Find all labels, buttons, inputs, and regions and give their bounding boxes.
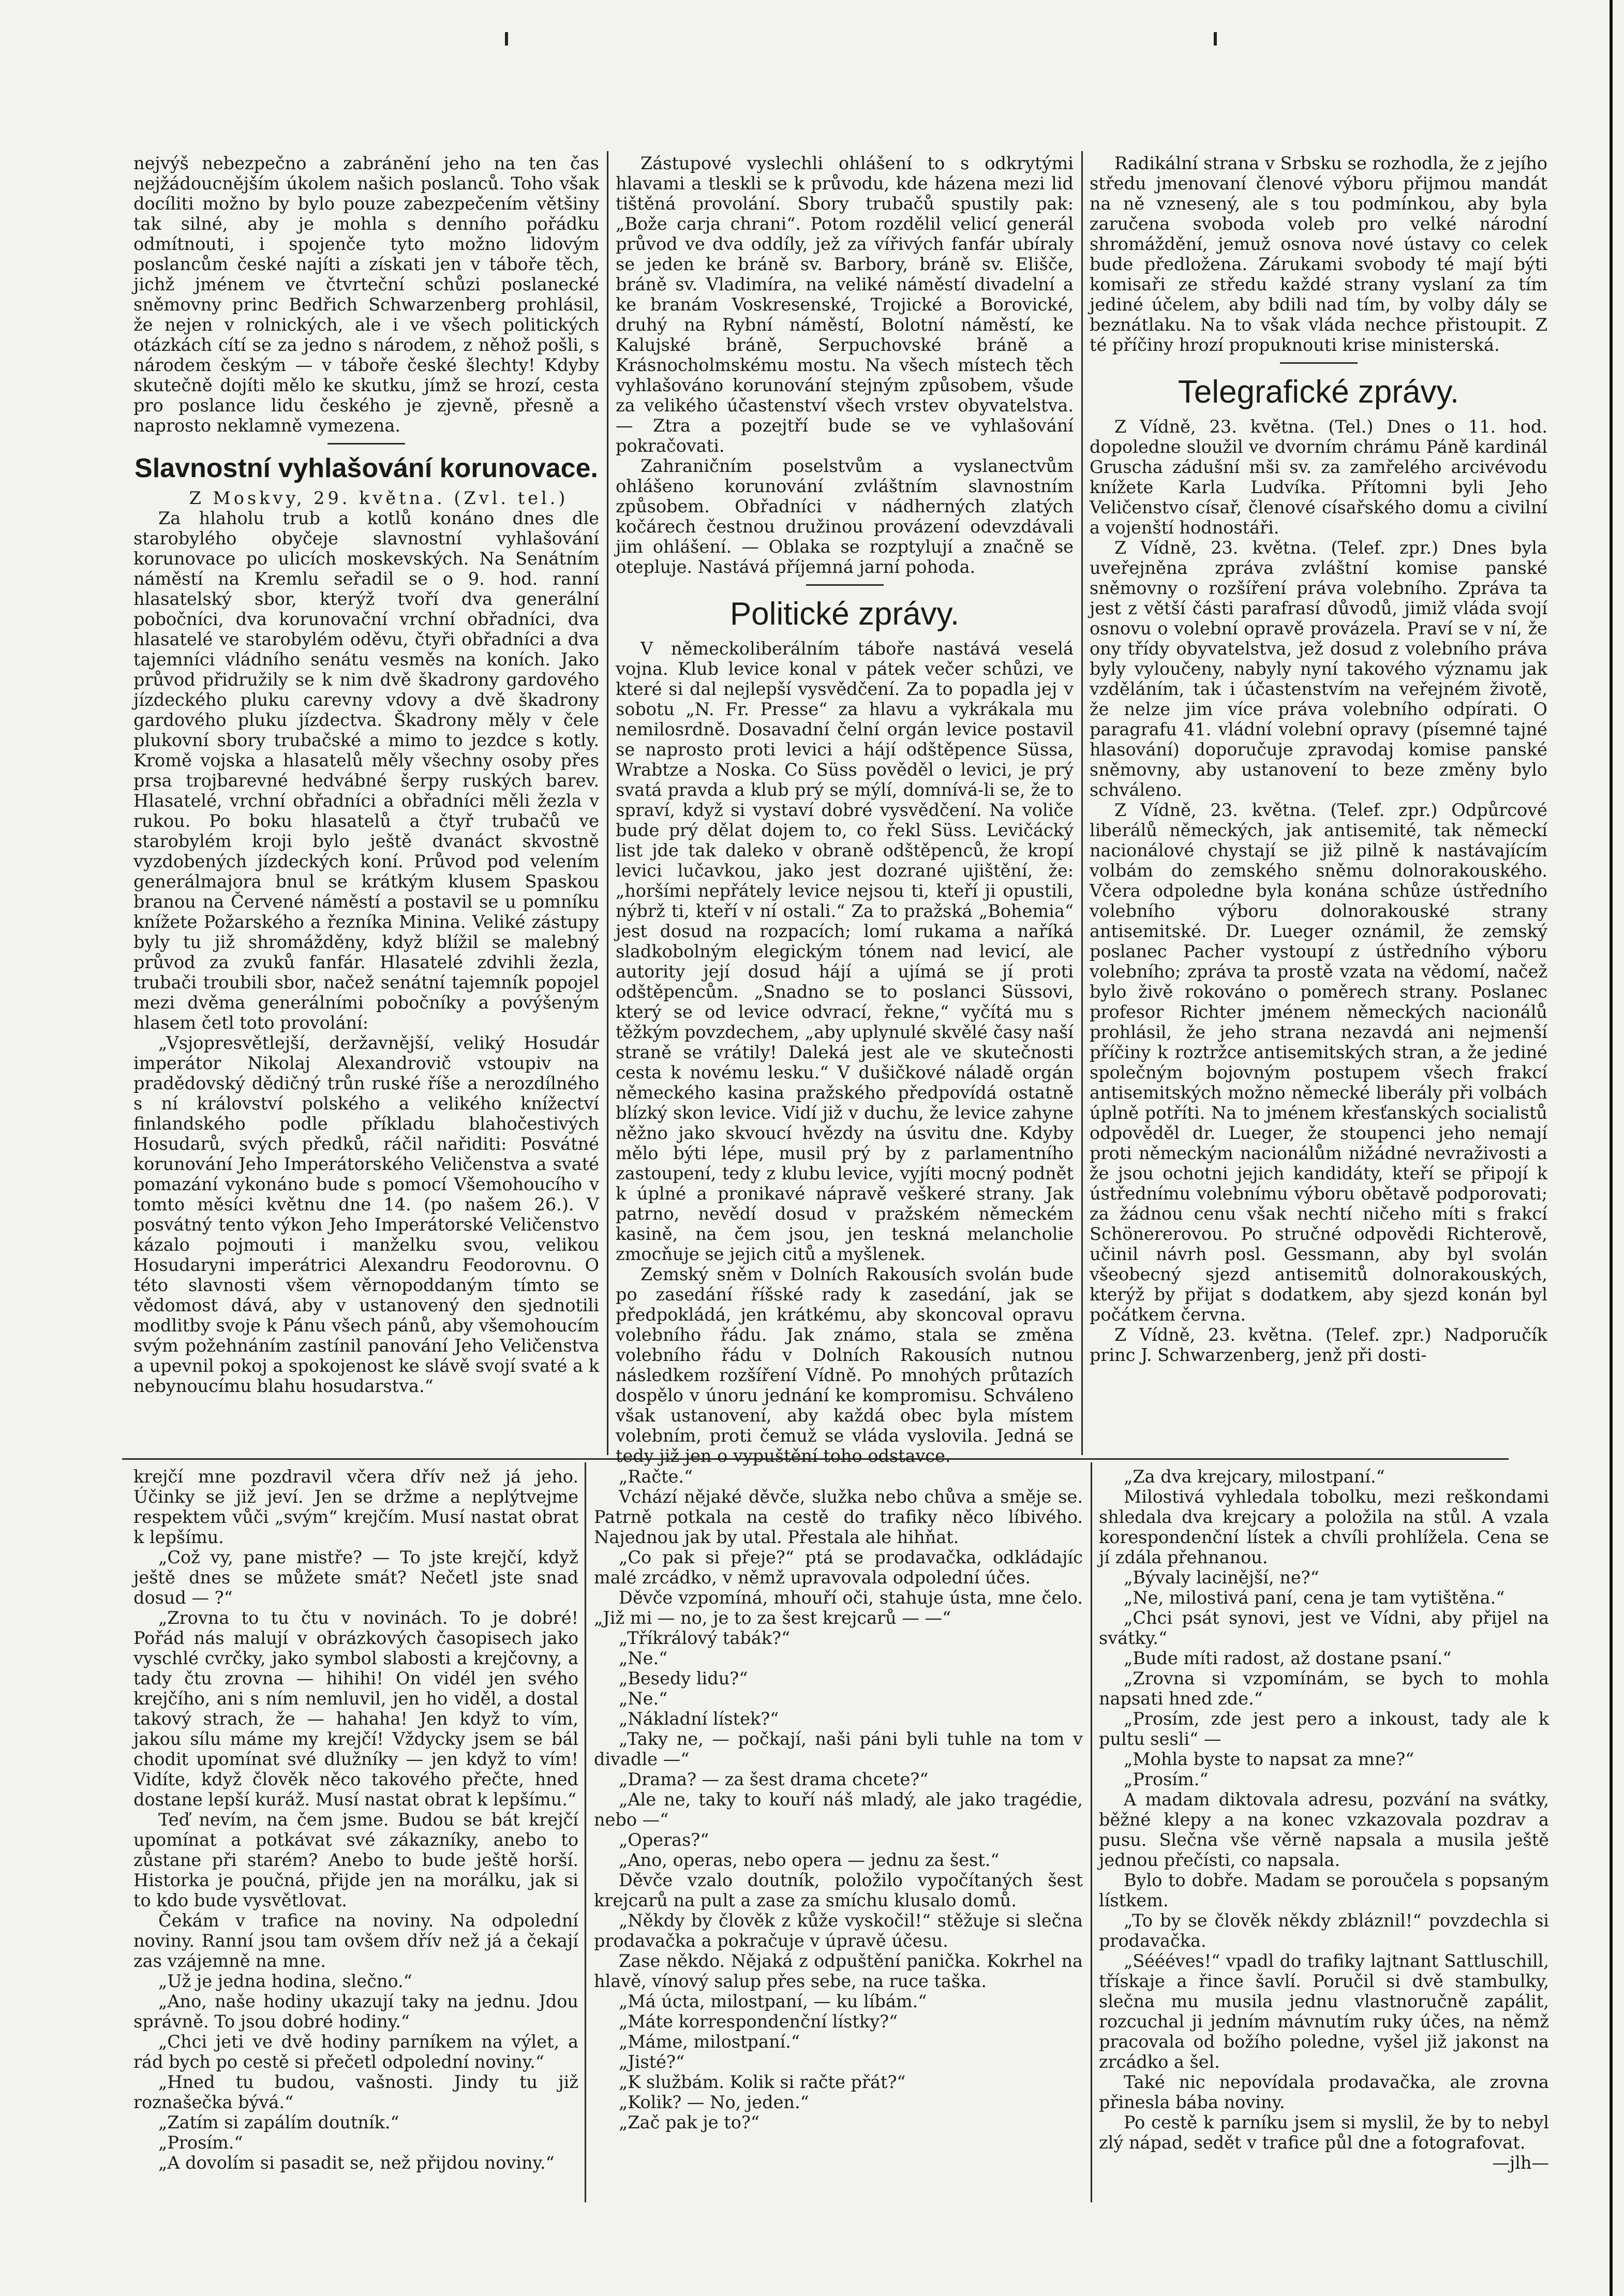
article-headline: Slavnostní vyhlašování korunovace. <box>135 453 598 483</box>
feuilleton-text: krejčí mne pozdravil včera dřív než já jeho. Účinky se již jeví. Jen se držme a neplýtvejme respektem vůči „svým“ krejčím. Musí nastat obrat k lepšímu. <box>133 1467 578 1547</box>
feuilleton-text: Zase někdo. Nějaká z odpuštění panička. Kokrhel na hlavě, vínový salup přes sebe, na ruce taška. <box>594 1951 1083 1991</box>
article-text: Zahraničním poselstvům a vyslanectvům ohlášeno korunování zvláštním slavnostním způsobem. Obřadníci v nádherných zlatých kočárech čestnou družinou provázení odevzdávali jim ohlášení. — Oblaka se rozptylují a značně se otepluje. Nastává příjemná jarní pohoda. <box>616 456 1074 577</box>
telegraph-item: Z Vídně, 23. května. (Telef. zpr.) Nadporučík princ J. Schwarzenberg, jenž při dosti- <box>1090 1325 1547 1365</box>
article-text: Radikální strana v Srbsku se rozhodla, že z jejího středu jmenovaní členové výboru přijmou mandát na ně vznesený, ale s tou podmínkou, aby byla zaručena svoboda voleb pro velké národní shromáždění, jemuž osnova nové ústavy co celek bude předložena. Zárukami svobody té mají býti komisaři ze středu každé strany vyslaní za tím jediné účelem, aby bdili nad tím, by volby dály se beznátlaku. Na to však vláda nechce přistoupit. Z té příčiny hrozí propuknouti krise ministerská. <box>1090 153 1547 355</box>
feuilleton-text: Vchází nějaké děvče, služka nebo chůva a směje se. Patrně potkala na cestě do trafiky něco líbivého. Najednou jak by utal. Přestala ale hihňat. <box>594 1487 1083 1547</box>
feuilleton-text: „Prosím.“ <box>1124 1769 1209 1789</box>
feuilleton-text: Čekám v trafice na noviny. Na odpolední noviny. Ranní jsou tam ovšem dřív než já a čekají zas vzájemně na mne. <box>133 1910 578 1971</box>
page-edge <box>1610 0 1613 2296</box>
telegraph-item: Z Vídně, 23. května. (Tel.) Dnes o 11. hod. dopoledne sloužil ve dvorním chrámu Páně kardinál Gruscha zádušní mši sv. za zamřelého arcivévodu knížete Karla Ludvíka. Přítomni byli Jeho Veličenstvo císař, členové císařského domu a civilní a vojenští hodnostáři. <box>1090 417 1547 538</box>
feuilleton-text: „Mohla byste to napsat za mne?“ <box>1124 1749 1414 1769</box>
registration-mark <box>505 32 508 46</box>
feuilleton-text: „Prosím.“ <box>158 2132 243 2153</box>
article-text: Zemský sněm v Dolních Rakousích svolán bude po zasedání říšské rady k zasedání, jak se předpokládá, jen krátkému, aby skoncoval opravu volebního řádu. Jak známo, stala se změna volebního řádu v Dolních Rakousích nutnou následkem rozšíření Vídně. Po mnohých průtazích dospělo v únoru jednání ke kompromisu. Schváleno však ustanovení, aby každá obec byla místem volebním, proti čemuž se vláda vyslovila. Jedná se tedy již jen o vypuštění toho odstavce. <box>616 1264 1074 1466</box>
proclamation-text: „Vsjopresvětlejší, deržavnější, veliký Hosudár imperátor Nikolaj Alexandrovič vstoupiv na pradědovský dědičný trůn ruské říše a nerozdílného s ní království polského a velikého knížectví finlandského podle příkladu blahočestivých Hosudarů, svých předků, ráčil nařiditi: Posvátné korunování Jeho Imperátorského Veličenstva a svaté pomazání vykonáno bude s pomocí Všemohoucího v tomto měsíci květnu dne 14. (po našem 26.). V posvátný tento výkon Jeho Imperátorské Veličenstvo kázalo pojmouti i manželku svou, velikou Hosudaryni imperátrici Alexandru Feodorovnu. O této slavnosti všem věrnopoddaným tímto se vědomost dává, aby v ustanovený den sjednotili modlitby svoje k Pánu všech pánů, aby všemohoucím svým požehnáním zastínil panování Jeho Veličenstva a upevnil pokoj a spokojenost ke slávě svojí svaté a k nebynoucímu blahu hosudarstva.“ <box>133 1033 599 1396</box>
feuilleton-text: „Operas?“ <box>619 1830 709 1850</box>
column-rule <box>1091 1462 1092 2202</box>
top-column-2 <box>616 153 1074 1466</box>
column-rule <box>607 151 608 1455</box>
top-column-3 <box>1090 153 1547 1365</box>
feuilleton-text: Bylo to dobře. Madam se poroučela s popsaným lístkem. <box>1099 1870 1549 1910</box>
feuilleton-text: Po cestě k parníku jsem si myslil, že by to nebyl zlý nápad, sedět v trafice půl dne a fotografovat. <box>1099 2112 1549 2153</box>
divider <box>806 584 884 586</box>
feuilleton-text: Také nic nepovídala prodavačka, ale zrovna přinesla bába noviny. <box>1099 2072 1549 2112</box>
feuilleton-text: „Tříkrálový tabák?“ <box>619 1628 791 1648</box>
feuilleton-text: „Taky ne, — počkají, naši páni byli tuhle na tom v divadle —“ <box>594 1729 1083 1769</box>
divider <box>1280 362 1358 364</box>
feuilleton-text: „K službám. Kolik si račte přát?“ <box>619 2072 906 2092</box>
dateline: Z Moskvy, 29. května. (Zvl. tel.) <box>189 488 569 508</box>
feuilleton-text: Děvče vzpomíná, mhouří oči, stahuje ústa, mne čelo. „Již mi — no, je to za šest krejcarů — —“ <box>594 1588 1083 1628</box>
feuilleton-text: „Séééves!“ vpadl do trafiky lajtnant Sattluschill, třískaje a řince šavlí. Poručil si dvě stambulky, slečna mu musila jednu vlastnoručně zapálit, rozcuchal ji jedním mávnutím ruky účes, na němž pracovala od božího poledne, vyšel již jakonst na zrcádko a šel. <box>1099 1951 1549 2072</box>
feuilleton-text: „Má úcta, milostpaní, — ku líbám.“ <box>619 1991 927 2011</box>
section-headline: Politické zprávy. <box>729 596 960 632</box>
feuilleton-text: „Máme, milostpaní.“ <box>619 2032 800 2052</box>
feuilleton-column-2 <box>594 1467 1083 2132</box>
feuilleton-text: „Máte korrespondenční lístky?“ <box>619 2011 898 2032</box>
feuilleton-text: „A dovolím si pasadit se, než přijdou noviny.“ <box>158 2153 555 2173</box>
top-column-1 <box>133 153 599 1396</box>
feuilleton-text: „Chci psát synovi, jest ve Vídni, aby přijel na svátky.“ <box>1099 1608 1549 1648</box>
feuilleton-text: „Ano, naše hodiny ukazují taky na jednu. Jdou správně. To jsou dobré hodiny.“ <box>133 1991 578 2032</box>
feuilleton-text: „Prosím, zde jest pero a inkoust, tady ale k pultu sesli“ — <box>1099 1709 1549 1749</box>
feuilleton-text: „Chci jeti ve dvě hodiny parníkem na výlet, a rád bych po cestě si přečetl odpolední noviny.“ <box>133 2032 578 2072</box>
feuilleton-text: „Hned tu budou, vašnosti. Jindy tu již roznašečka bývá.“ <box>133 2072 578 2112</box>
feuilleton-text: „Besedy lidu?“ <box>619 1668 748 1688</box>
article-text: nejvýš nebezpečno a zabránění jeho na ten čas nejžádoucnějším úkolem našich poslanců. Toho však docíliti možno by bylo pouze zabezpečením většiny tak silné, aby je mohla s denního pořádku odmítnouti, i spojenče tyto možno lidovým poslancům české najíti a získati jen v táboře těch, jichž jménem ve čtvrteční schůzi poslanecké sněmovny princ Bedřich Schwarzenberg prohlásil, že nejen v rolnických, ale i ve všech politických otázkách cítí se za jedno s národem, z něhož pošli, s národem českým — v táboře české šlechty! Kdyby skutečně dojíti mělo ke skutku, jímž se hrozí, cesta pro poslance lidu českého je zjevně, přesně a naprosto neklamně vymezena. <box>133 153 599 436</box>
feuilleton-text: „Ale ne, taky to kouří náš mladý, ale jako tragédie, nebo —“ <box>594 1789 1083 1830</box>
feuilleton-text: Teď nevím, na čem jsme. Budou se bát krejčí upomínat a potkávat své zákazníky, anebo to zůstane při starém? Anebo to bude ještě horší. Historka je poučná, přijde jen na morálku, jak si to kdo bude vysvětlovat. <box>133 1810 578 1910</box>
feuilleton-text: „Někdy by člověk z kůže vyskočil!“ stěžuje si slečna prodavačka a pokračuje v úpravě účesu. <box>594 1910 1083 1951</box>
feuilleton-text: „Račte.“ <box>619 1467 693 1487</box>
feuilleton-text: „Kolik? — No, jeden.“ <box>619 2092 809 2112</box>
feuilleton-text: „Už je jedna hodina, slečno.“ <box>158 1971 412 1991</box>
telegraph-item: Z Vídně, 23. května. (Telef. zpr.) Odpůrcové liberálů německých, jak antisemité, tak německí nacionálové chystají se již pilně k nastávajícím volbám do zemského sněmu dolnorakouského. Včera odpoledne byla konána schůze ústředního volebního výboru dolnorakouské strany antisemitské. Dr. Lueger oznámil, že zemský poslanec Pacher vystoupí z ústředního výboru volebního; zpráva ta prostě vzata na vědomí, načež bylo živě rokováno o poměrech strany. Poslanec profesor Richter jménem německých nacionálů prohlásil, že jeho strana nezavdá ani nejmenší příčiny k roztržce antisemitských stran, a že jediné společným bojovným postupem všech frakcí antisemitských možno německé liberály při volbách úplně potříti. Na to jménem křesťanských socialistů odpověděl dr. Lueger, že stoupenci jeho nemají proti německým nacionálům nižádné nevraživosti a že jsou ochotni jejich kandidáty, kteří se připojí k ústřednímu volebnímu výboru obětavě podporovati; za žádnou cenu však nechtí ničeho míti s frakcí Schönererovou. Po stručné odpovědi Richterově, učinil návrh posl. Gessmann, aby byl svolán všeobecný sjezd antisemitů dolnorakouských, kterýž by přijat s dodatkem, aby sjezd konán byl počátkem června. <box>1090 800 1547 1325</box>
section-headline: Telegrafické zprávy. <box>1178 374 1459 410</box>
article-text: V německoliberálním táboře nastává veselá vojna. Klub levice konal v pátek večer schůzi, ve které si dal nejlepší vysvědčení. Za to popadla jej v sobotu „N. Fr. Presse“ za hlavu a vykrákala mu nemilosrdně. Dosavadní čelní orgán levice postavil se naprosto proti levici a hájí odštěpence Süssa, Wrabtze a Noska. Co Süss pověděl o levici, je prý svatá pravda a klub prý se mýlí, domnívá-li se, že to spraví, když si vystaví dobré vysvědčení. Na voliče bude prý dělat dojem to, co řekl Süss. Levičácký list jde tak daleko v obraně odštěpenců, že kropí levici lučavkou, jako jest dozrané ujištění, že: „horšími nepřátely levice nejsou ti, kteří ji opustili, nýbrž ti, kteří v ní ostali.“ Za to pražská „Bohemia“ jest dosud na rozpacích; lomí rukama a naříká sladkobolným elegickým tónem nad levicí, ale autority její dosud hájí a ujímá se jí proti odštěpencům. „Snadno se to poslanci Süssovi, který se od levice odvrací, řekne,“ vyčítá mu s těžkým povzdechem, „aby uplynulé skvělé časy naší straně se vrátily! Daleká jest ale ve skutečnosti cesta k novému lesku.“ V dušičkové náladě orgán německého kasina pražského předpovídá ostatně blízký skon levice. Vidí již v duchu, že levice zahyne něžno jako skvoucí hvězdy na úsvitu dne. Kdyby mělo býti lépe, musil prý by z parlamentního zastoupení, tedy z klubu levice, vyjíti mocný podnět k úplné a pronikavé nápravě veškeré strany. Jak patrno, nevědí dosud v pražském německém kasině, na čem jsou, jen teskná melancholie zmocňuje se jejich citů a myšlenek. <box>616 639 1074 1264</box>
feuilleton-text: „Nákladní lístek?“ <box>619 1709 779 1729</box>
feuilleton-text: „Ano, operas, nebo opera — jednu za šest.“ <box>619 1850 1000 1870</box>
author-signature: —jlh— <box>1492 2153 1549 2173</box>
registration-mark <box>1214 32 1217 46</box>
divider <box>327 443 405 445</box>
feuilleton-column-1 <box>133 1467 578 2173</box>
feuilleton-text: „Což vy, pane mistře? — To jste krejčí, když ještě dnes se můžete smát? Nečetl jste snad dosud — ?“ <box>133 1547 578 1608</box>
feuilleton-text: „Co pak si přeje?“ ptá se prodavačka, odkládajíc malé zrcádko, v němž upravovala odpolední účes. <box>594 1547 1083 1588</box>
feuilleton-text: Děvče vzalo doutník, položilo vypočítaných šest krejcarů na pult a zase za smíchu klusalo domů. <box>594 1870 1083 1910</box>
feuilleton-text: A madam diktovala adresu, pozvání na svátky, běžné klepy a na konec vzkazovala pozdrav a pusu. Slečna vše věrně napsala a musila ještě jednou přečísti, co napsala. <box>1099 1789 1549 1870</box>
article-text: Za hlaholu trub a kotlů konáno dnes dle starobylého obyčeje slavnostní vyhlašování korunovace po ulicích moskevských. Na Senátním náměstí na Kremlu seřadil se o 9. hod. ranní hlasatelský sbor, kterýž tvoří dva generální pobočníci, dva korunovační vrchní obřadníci, dva hlasatelé ve starobylém oděvu, čtyři obřadníci a dva tajemníci vládního senátu vesměs na koních. Jako průvod přidružily se k nim dvě škadrony gardového jízdeckého pluku carevny vdovy a dvě škadrony gardového pluku jízdectva. Škadrony měly v čele plukovní sbory trubačské a mimo to jezdce s kotly. Kromě vojska a hlasatelů měly všechny osoby přes prsa trojbarevné hedvábné šerpy ruských barev. Hlasatelé, vrchní obřadníci a obřadníci měli žezla v rukou. Po boku hlasatelů a čtyř trubačů ve starobylém kroji bylo ještě dvanáct skvostně vyzdobených jízdeckých koní. Průvod pod velením generálmajora bnul se krátkým klusem Spaskou branou na Červené náměstí a postavil se u pomníku knížete Požarského a řezníka Minina. Veliké zástupy byly tu již shromážděny, když blížil se malebný průvod za zvuků fanfár. Hlasatelé zdvihli žezla, trubači troubili sbor, načež senátní tajemník popojel mezi dvěma generálními pobočníky a povýšeným hlasem četl toto provolání: <box>133 508 599 1033</box>
feuilleton-text: „Ne, milostivá paní, cena je tam vytištěna.“ <box>1124 1588 1505 1608</box>
article-text: Zástupové vyslechli ohlášení to s odkrytými hlavami a tleskli se k průvodu, kde házena mezi lid tištěná provolání. Sbory trubačů spustily pak: „Bože carja chrani“. Potom rozdělil velicí generál průvod ve dva oddíly, jež za vířivých fanfár ubíraly se jeden ke bráně sv. Barbory, bráně sv. Elišče, bráně sv. Vladimíra, na veliké náměstí divadelní a ke branám Voskresenské, Trojické a Borovické, druhý na Rybní náměstí, Bolotní náměstí, ke Kalujské bráně, Serpuchovské bráně a Krásnocholmskému mostu. Na všech místech těch vyhlašováno korunování stejným způsobem, všude za velikého účastenství všech vrstev obyvatelstva. — Ztra a pozejtří bude se ve vyhlašování pokračovati. <box>616 153 1074 456</box>
feuilleton-text: Milostivá vyhledala tobolku, mezi reškondami shledala dva krejcary a položila na stůl. A vzala korespondenční lístek a chvíli prohlížela. Cena se jí zdála přehnanou. <box>1099 1487 1549 1567</box>
feuilleton-text: „Bude míti radost, až dostane psaní.“ <box>1124 1648 1452 1668</box>
feuilleton-text: „Ne.“ <box>619 1648 668 1668</box>
column-rule <box>1081 151 1083 1455</box>
feuilleton-text: „Za dva krejcary, milostpaní.“ <box>1124 1467 1385 1487</box>
feuilleton-text: „Zač pak je to?“ <box>619 2112 759 2132</box>
feuilleton-text: „Bývaly lacinější, ne?“ <box>1124 1567 1319 1588</box>
column-rule <box>585 1462 586 2202</box>
feuilleton-text: „Zrovna si vzpomínám, se bych to mohla napsati hned zde.“ <box>1099 1668 1549 1709</box>
feuilleton-text: „Jisté?“ <box>619 2052 685 2072</box>
feuilleton-text: „Zrovna to tu čtu v novinách. To je dobré! Pořád nás malují v obrázkových časopisech jako vyschlé cvrčky, jako symbol slabosti a krejčovny, a tady čtu zrovna — hihihi! On vidél jen svého krejčího, ani s ním nemluvil, jen ho viděl, a dostal takový strach, že — hahaha! Jen když to vím, jakou sílu máme my krejčí! Vždycky jsem se bál chodit upomínat své dlužníky — jen když to vím! Vidíte, když člověk něco takového přečte, hned dostane lepší kuráž. Musí nastat obrat k lepšímu.“ <box>133 1608 578 1810</box>
feuilleton-column-3 <box>1099 1467 1549 2173</box>
telegraph-item: Z Vídně, 23. května. (Telef. zpr.) Dnes byla uveřejněna zpráva zvláštní komise panské sněmovny o rozšíření práva volebního. Zpráva ta jest z větší části parafrasí důvodů, jimiž vláda svojí osnovu o volební opravě provázela. Praví se v ní, že ony třídy obyvatelstva, jež dosud z volebního práva byly vyloučeny, nabyly nyní takového významu jak vzděláním, tak i účastenstvím na veřejném životě, že nelze jim více práva volebního odpírati. O paragrafu 41. vládní volební opravy (písemné tajné hlasování) doporučuje zpravodaj komise panské sněmovny, aby ustanovení to beze změny bylo schváleno. <box>1090 538 1547 800</box>
feuilleton-text: „To by se člověk někdy zbláznil!“ povzdechla si prodavačka. <box>1099 1910 1549 1951</box>
feuilleton-text: „Drama? — za šest drama chcete?“ <box>619 1769 929 1789</box>
feuilleton-text: „Ne.“ <box>619 1688 668 1709</box>
feuilleton-text: „Zatím si zapálím doutník.“ <box>158 2112 399 2132</box>
